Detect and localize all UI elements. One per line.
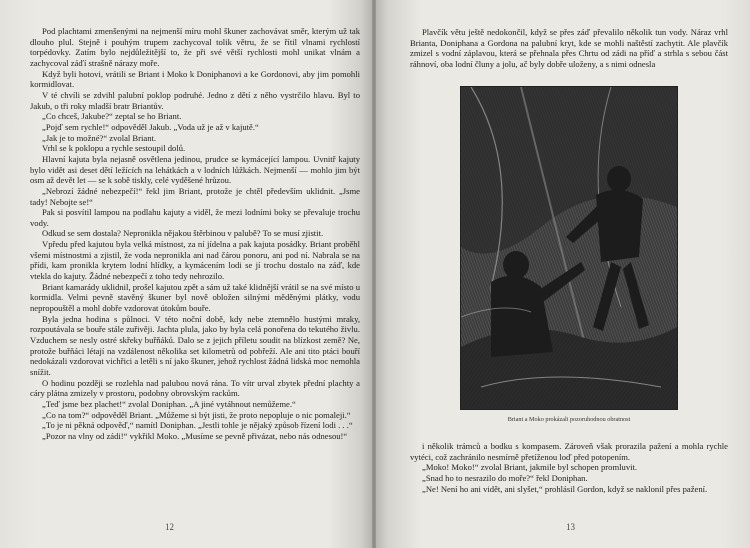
paragraph: „Snad ho to nesrazilo do moře?“ řekl Doniphan. (422, 472, 588, 483)
paragraph: Briant kamarády uklidnil, prošel kajutou zpět a sám už také klidnější vrátil se na své místo u kormidla. Velmi pevně stavěný škuner byl nově obložen silnými měděnými plátky, vodu nepropouštěl a mohl dobře vzdorovat útokům bouře. (30, 281, 360, 314)
engraving-drawing (461, 87, 677, 409)
paragraph: O hodinu později se rozlehla nad palubou nová rána. To vítr urval zbytek přední plachty a cáry plátna zmizely v prostoru, podobny obrovským rackům. (30, 377, 360, 399)
engraving-illustration (460, 86, 678, 410)
paragraph: V té chvíli se zdvihl palubní poklop podruhé. Jedno z dětí z něho vystrčilo hlavu. Byl to Jakub, o tři roky mladší bratr Briantův. (30, 89, 360, 111)
paragraph: „To je ni pěkná odpověď,“ namítl Doniphan. „Jestli tohle je nějaký způsob řízení lodi . . .“ (42, 420, 353, 431)
paragraph: Hlavní kajuta byla nejasně osvětlena jedinou, prudce se kymácející lampou. Uvnitř kajuty bylo vidět asi deset dětí ležících na lehátkách a v lodních lůžkách. Nejmenší — mohlo jim být osm až devět let — se k sobě tiskly, celé vyděšené hrůzou. (30, 153, 360, 186)
page-number-left: 12 (165, 522, 174, 532)
paragraph: i několik trámců a bodku s kompasem. Zároveň však prorazila pažení a mohla rychle vytéci, což zachránilo nesmírně přetíženou loď před potopením. (410, 441, 728, 462)
paragraph: Když byli hotovi, vrátili se Briant i Moko k Doniphanovi a ke Gordonovi, aby jim pomohli kormidlovat. (30, 68, 360, 90)
paragraph: „Pojď sem rychle!“ odpověděl Jakub. „Voda už je až v kajutě.“ (42, 121, 259, 132)
paragraph: „Co chceš, Jakube?“ zeptal se ho Briant. (42, 111, 182, 122)
paragraph: „Ne! Není ho ani vidět, ani slyšet,“ prohlásil Gordon, když se naklonil přes pažení. (422, 483, 708, 494)
paragraph: Odkud se sem dostala? Nepronikla nějakou štěrbinou v palubě? To se musí zjistit. (42, 228, 324, 239)
paragraph: Vpředu před kajutou byla velká místnost, za ní jídelna a pak kajuta posádky. Briant proběhl všemi místnostmi a zjistil, že voda nepronikla ani nad čárou ponoru, ani pod ní. Nabrala se na přídi, kam pronikla krytem lodní hlídky, a kymácením lodi se jí trochu dostalo na záď, kde vtekla do kajuty. Žádné nebezpečí z toho tedy nehrozilo. (30, 239, 360, 282)
right-page-text-bottom (410, 441, 728, 494)
page-number-right: 13 (566, 522, 575, 532)
paragraph: Pod plachtami zmenšenými na nejmenší míru mohl škuner zachovávat směr, kterým už tak dlouho plul. Stejně i pouhým trupem zachycoval tolik větru, že se řítil vlnami rychlostí torpédovky. Zatím bylo nejdůležitější to, že při své větší rychlosti mohl unikat vlnám a zachycoval záďí strašně nárazy moře. (30, 26, 360, 68)
illustration-caption: Briant a Moko prokázali pozoruhodnou obratnost (507, 416, 631, 423)
left-page-text (30, 26, 360, 442)
paragraph: Pak si posvítil lampou na podlahu kajuty a viděl, že mezi lodními boky se převaluje trochu vody. (30, 207, 360, 228)
paragraph: „Teď jsme bez plachet!“ zvolal Doniphan. „A jiné vytáhnout nemůžeme.“ (42, 398, 296, 409)
paragraph: Plavčík větu ještě nedokončil, když se přes záď převalilo několik tun vody. Náraz vrhl Brianta, Doniphana a Gordona na palubní kryt, kde se mohli naštěstí zachytit. Ale plavčík zmizel s vodní záplavou, která se přehnala přes Chrtu od zádi na příď a strhla s sebou část ráhnoví, oba lodní čluny a jolu, ač byly dobře uloženy, a s nimi odnesla (410, 27, 728, 69)
paragraph: „Jak je to možné?“ zvolal Briant. (42, 132, 157, 143)
paragraph: Vrhl se k poklopu a rychle sestoupil dolů. (42, 143, 186, 154)
paragraph: „Pozor na vlny od zádi!“ vykřikl Moko. „Musíme se pevně přivázat, nebo nás odnesou!“ (42, 430, 348, 441)
right-page-text-top (410, 27, 728, 70)
paragraph: Byla jedna hodina s půlnoci. V této noční době, kdy nebe ztemnělo hustými mraky, rozpoutávala se bouře stále zuřivěji. Jachta plula, jako by byla celá ponořena do tekutého živlu. Vzduchem se nesly ostré skřeky buřňáků. Dalo se z jejich příletu soudit na blízkost země? Ne, protože buřňáci létají na vzdálenost několika set kilometrů od pobřeží. Ale ani tito ptáci bouří nedokázali vzdorovat vichřici a letěli s ní jako škuner, jehož rychlost žádná lidská moc nemohla snížit. (30, 313, 360, 377)
paragraph: „Nebrozí žádné nebezpečí!“ řekl jim Briant, protože je chtěl především uklidnit. „Jsme tady! Nebojte se!“ (30, 185, 360, 207)
paragraph: „Co na tom?“ odpověděl Briant. „Můžeme si být jisti, že proto nepopluje o nic pomaleji.“ (42, 409, 351, 420)
paragraph: „Moko! Moko!“ zvolal Briant, jakmile byl schopen promluvit. (422, 462, 638, 473)
